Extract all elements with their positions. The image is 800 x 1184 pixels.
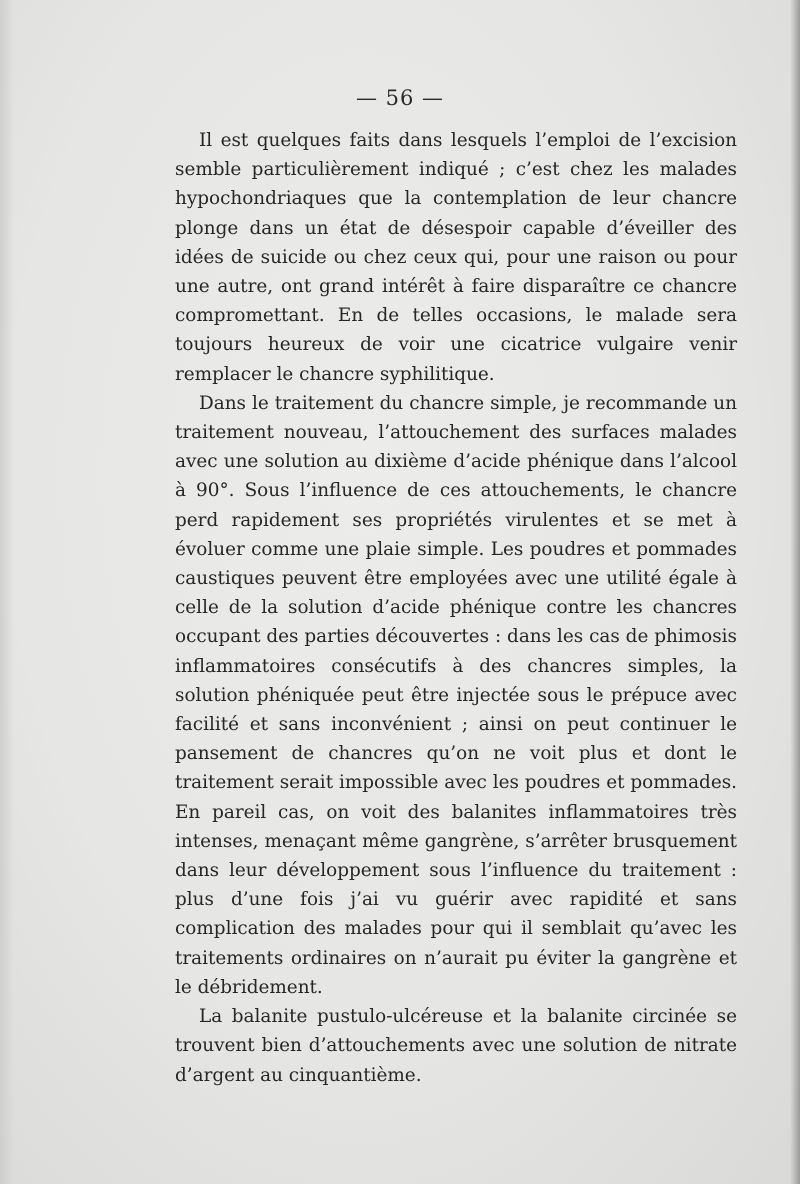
page-left-edge-shadow [0, 0, 14, 1184]
paragraph-chancre-simple-treatment: Dans le traitement du chancre simple, je recommande un traitement nouveau, l’attouchement des surfaces malades avec une solution au dixième d’acide phénique dans l’alcool à 90°. Sous l’influence de ces attouchements, le chancre perd rapidement ses propriétés virulentes et se met à évoluer comme une plaie simple. Les poudres et pommades caustiques peuvent être employées avec une utilité égale à celle de la solution d’acide phénique contre les chancres occupant des parties découvertes : dans les cas de phimosis inflammatoires consécutifs à des chancres simples, la solution phéniquée peut être injectée sous le prépuce avec facilité et sans inconvénient ; ainsi on peut continuer le pansement de chancres qu’on ne voit plus et dont le traitement serait impossible avec les poudres et pommades. En pareil cas, on voit des balanites inflammatoires très intenses, menaçant même gangrène, s’arrêter brusquement dans leur développement sous l’influence du traitement : plus d’une fois j’ai vu guérir avec rapidité et sans complication des malades pour qui il semblait qu’avec les traitements ordinaires on n’aurait pu éviter la gangrène et le débridement. [175, 392, 737, 998]
paragraph-excision: Il est quelques faits dans lesquels l’emploi de l’excision semble particulièrement indiqué ; c’est chez les malades hypochondriaques que la contemplation de leur chancre plonge dans un état de désespoir capable d’éveiller des idées de suicide ou chez ceux qui, pour une raison ou pour une autre, ont grand intérêt à faire disparaître ce chancre compromettant. En de telles occasions, le malade sera toujours heureux de voir une cicatrice vulgaire venir remplacer le chancre syphilitique. [175, 130, 737, 385]
page-right-edge-shadow [790, 0, 800, 1184]
paragraph-balanite: La balanite pustulo-ulcéreuse et la balanite circinée se trouvent bien d’attouchements avec une solution de nitrate d’argent au cinquantième. [175, 1006, 737, 1086]
page-number: — 56 — [355, 86, 445, 110]
body-text [175, 126, 737, 1090]
